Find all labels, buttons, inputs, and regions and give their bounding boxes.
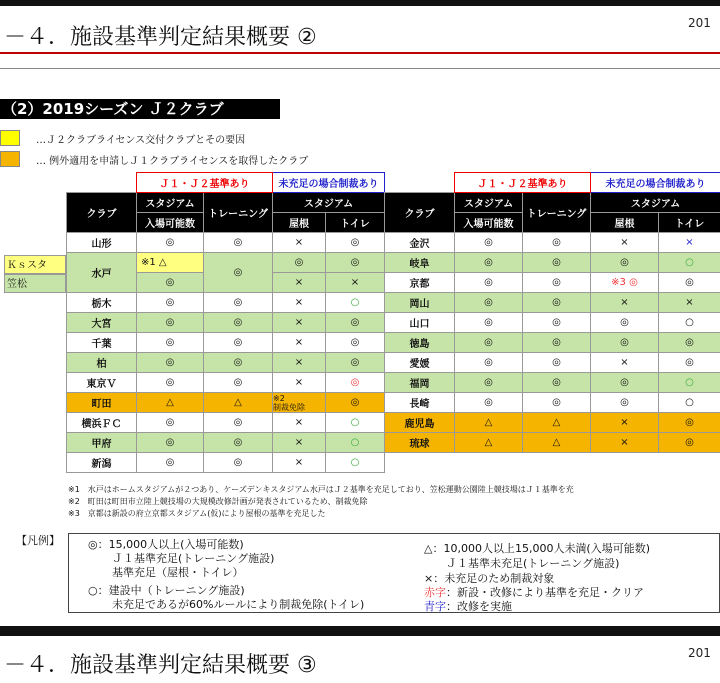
cell-roof: ×	[273, 313, 326, 333]
cell-roof: ×	[273, 353, 326, 373]
cell-training: △	[523, 433, 591, 453]
club-name: 金沢	[385, 233, 455, 253]
cell-toilet: ◎	[659, 273, 720, 293]
club-name: 水戸	[67, 253, 137, 293]
cell-toilet: ◎	[326, 393, 385, 413]
legend-r4-text: ：新設・改修により基準を充足・クリア	[446, 586, 644, 599]
cell-roof: ◎	[591, 253, 659, 273]
table-row	[67, 393, 385, 413]
table-row	[67, 353, 385, 373]
club-name: 鹿児島	[385, 413, 455, 433]
legend-l3: 基準充足（屋根・トイレ）	[112, 566, 244, 579]
cell-toilet: ○	[326, 433, 385, 453]
cell-roof: ×	[273, 453, 326, 473]
cell-roof: ×	[591, 413, 659, 433]
cell-training: ◎	[523, 233, 591, 253]
header-roof: 屋根	[273, 213, 326, 233]
club-name: 栃木	[67, 293, 137, 313]
cell-capacity: ◎	[137, 453, 204, 473]
cell-training: ◎	[523, 393, 591, 413]
club-name: 岡山	[385, 293, 455, 313]
table-row	[385, 293, 720, 313]
top-bar	[0, 0, 720, 6]
cell-capacity: ◎	[455, 373, 523, 393]
legend-r5-text: ：改修を実施	[446, 600, 512, 613]
cell-roof: ◎	[273, 253, 326, 273]
cell-training: ◎	[523, 253, 591, 273]
table-row	[67, 313, 385, 333]
cell-training: ◎	[204, 413, 273, 433]
cell-toilet: ◎	[659, 353, 720, 373]
club-name: 甲府	[67, 433, 137, 453]
cell-roof: ×	[273, 413, 326, 433]
cell-toilet: ×	[659, 293, 720, 313]
cell-roof: ◎	[591, 393, 659, 413]
table-row	[67, 333, 385, 353]
table-row	[67, 413, 385, 433]
page-title: －４．施設基準判定結果概要 ②	[4, 25, 317, 50]
header-stadium-2: スタジアム	[273, 193, 385, 213]
header-sanction: 未充足の場合制裁あり	[591, 173, 720, 193]
cell-capacity: ◎	[137, 313, 204, 333]
cell-roof: ×	[591, 353, 659, 373]
header-j1j2: Ｊ１・Ｊ２基準あり	[455, 173, 591, 193]
cell-capacity: ◎	[137, 373, 204, 393]
cell-roof: ×	[273, 293, 326, 313]
table-row	[385, 333, 720, 353]
cell-training: ◎	[204, 333, 273, 353]
table-row	[67, 253, 385, 273]
club-name: 大宮	[67, 313, 137, 333]
legend-orange-swatch	[0, 151, 20, 167]
cell-toilet: ◎	[659, 333, 720, 353]
footnote-1: ※1 水戸はホームスタジアムが２つあり、ケーズデンキスタジアム水戸はＪ２基準を充足しており、笠松運動公園陸上競技場はＪ１基準を充	[68, 485, 574, 494]
cell-toilet: ○	[659, 253, 720, 273]
legend-orange-text: … 例外適用を申請しＪ１クラブライセンスを取得したクラブ	[36, 156, 309, 167]
header-toilet: トイレ	[659, 213, 720, 233]
club-name: 東京Ｖ	[67, 373, 137, 393]
cell-training: ◎	[204, 313, 273, 333]
header-club: クラブ	[67, 193, 137, 233]
club-name: 柏	[67, 353, 137, 373]
cell-roof: ×	[591, 293, 659, 313]
cell-training: ◎	[204, 293, 273, 313]
cell-training: ◎	[204, 433, 273, 453]
cell-toilet: ○	[326, 453, 385, 473]
cell-toilet: ◎	[326, 373, 385, 393]
year-label: 201	[688, 16, 711, 30]
cell-capacity: ◎	[137, 433, 204, 453]
club-name: 山形	[67, 233, 137, 253]
header-stadium-2: スタジアム	[591, 193, 720, 213]
cell-capacity: ◎	[137, 233, 204, 253]
cell-capacity: ◎	[137, 293, 204, 313]
club-name: 琉球	[385, 433, 455, 453]
right-club-table	[384, 172, 720, 453]
cell-capacity: ◎	[455, 333, 523, 353]
header-capacity: 入場可能数	[137, 213, 204, 233]
table-row	[67, 233, 385, 253]
cell-roof: ◎	[591, 373, 659, 393]
cell-capacity: ◎	[137, 273, 204, 293]
table-row	[385, 433, 720, 453]
cell-capacity: ◎	[137, 353, 204, 373]
table-row	[385, 253, 720, 273]
cell-capacity: ※1 △	[137, 253, 204, 273]
club-name: 横浜ＦＣ	[67, 413, 137, 433]
table-row	[385, 273, 720, 293]
header-training: トレーニング	[523, 193, 591, 233]
cell-roof: ×	[273, 333, 326, 353]
table-row	[385, 393, 720, 413]
cell-roof: ◎	[591, 313, 659, 333]
club-name: 山口	[385, 313, 455, 333]
side-label-ks: Ｋｓスタ	[4, 255, 66, 274]
cell-capacity: △	[455, 413, 523, 433]
next-page-title: －４．施設基準判定結果概要 ③	[4, 653, 317, 678]
legend-r4-red: 赤字	[424, 586, 446, 599]
cell-roof: ※3 ◎	[591, 273, 659, 293]
header-capacity: 入場可能数	[455, 213, 523, 233]
club-name: 福岡	[385, 373, 455, 393]
next-year-label: 201	[688, 646, 711, 660]
cell-roof: ×	[273, 373, 326, 393]
club-name: 長崎	[385, 393, 455, 413]
header-club: クラブ	[385, 193, 455, 233]
cell-training: △	[523, 413, 591, 433]
cell-roof: ※2 制裁免除	[273, 393, 326, 413]
cell-toilet: ×	[659, 233, 720, 253]
cell-capacity: △	[455, 433, 523, 453]
cell-toilet: ○	[326, 293, 385, 313]
cell-capacity: ◎	[455, 313, 523, 333]
section-title: （2）2019シーズン Ｊ２クラブ	[0, 99, 280, 119]
cell-toilet: ○	[659, 313, 720, 333]
cell-capacity: ◎	[137, 413, 204, 433]
cell-toilet: ◎	[659, 413, 720, 433]
cell-toilet: ○	[326, 413, 385, 433]
legend-l5: 未充足であるが60%ルールにより制裁免除(トイレ)	[112, 598, 365, 611]
club-name: 岐阜	[385, 253, 455, 273]
header-sanction: 未充足の場合制裁あり	[273, 173, 385, 193]
header-j1j2: Ｊ１・Ｊ２基準あり	[137, 173, 273, 193]
cell-capacity: △	[137, 393, 204, 413]
cell-roof: ×	[273, 433, 326, 453]
cell-training: ◎	[204, 233, 273, 253]
table-row	[67, 433, 385, 453]
cell-training: ◎	[523, 273, 591, 293]
cell-capacity: ◎	[455, 293, 523, 313]
cell-toilet: ○	[659, 373, 720, 393]
club-name: 京都	[385, 273, 455, 293]
table-row	[385, 233, 720, 253]
divider	[0, 68, 720, 69]
header-training: トレーニング	[204, 193, 273, 233]
legend-l1: ◎：15,000人以上(入場可能数)	[88, 538, 244, 551]
side-label-kasamatsu: 笠松	[4, 274, 66, 293]
table-row	[385, 353, 720, 373]
cell-training: ◎	[523, 333, 591, 353]
legend-r5-blue: 青字	[424, 600, 446, 613]
cell-roof: ◎	[591, 333, 659, 353]
legend-r5	[424, 598, 512, 614]
cell-capacity: ◎	[455, 273, 523, 293]
footnote-2: ※2 町田は町田市立陸上競技場の大規模改修計画が発表されているため、制裁免除	[68, 497, 368, 506]
cell-training: △	[204, 393, 273, 413]
header-roof: 屋根	[591, 213, 659, 233]
cell-toilet: ◎	[326, 353, 385, 373]
legend-yellow-text: …Ｊ２クラブライセンス交付クラブとその要因	[36, 135, 246, 146]
cell-capacity: ◎	[455, 233, 523, 253]
legend-l2: Ｊ１基準充足(トレーニング施設)	[112, 552, 275, 565]
cell-training: ◎	[523, 313, 591, 333]
header-stadium: スタジアム	[137, 193, 204, 213]
cell-capacity: ◎	[455, 253, 523, 273]
cell-capacity: ◎	[455, 393, 523, 413]
cell-toilet: ◎	[326, 333, 385, 353]
cell-roof: ×	[273, 273, 326, 293]
cell-toilet: ◎	[326, 313, 385, 333]
cell-toilet: ◎	[659, 433, 720, 453]
cell-toilet: ○	[659, 393, 720, 413]
cell-toilet: ◎	[326, 233, 385, 253]
legend-l4: ○：建設中（トレーニング施設)	[88, 584, 245, 597]
cell-training: ◎	[204, 373, 273, 393]
footnote-3: ※3 京都は新設の府立京都スタジアム(仮)により屋根の基準を充足した	[68, 509, 326, 518]
cell-capacity: ◎	[137, 333, 204, 353]
left-club-table	[66, 172, 385, 473]
legend-label: 【凡例】	[16, 534, 60, 547]
cell-roof: ×	[273, 233, 326, 253]
cell-training: ◎	[204, 353, 273, 373]
cell-roof: ×	[591, 433, 659, 453]
cell-training: ◎	[523, 293, 591, 313]
table-row	[385, 373, 720, 393]
cell-roof: ×	[591, 233, 659, 253]
legend-yellow-swatch	[0, 130, 20, 146]
legend-r3: ×：未充足のため制裁対象	[424, 572, 555, 585]
club-name: 千葉	[67, 333, 137, 353]
table-row	[67, 373, 385, 393]
legend-r1: △：10,000人以上15,000人未満(入場可能数)	[424, 542, 651, 555]
legend-r2: Ｊ１基準未充足(トレーニング施設)	[446, 557, 620, 570]
cell-training: ◎	[523, 353, 591, 373]
bottom-bar	[0, 626, 720, 636]
club-name: 愛媛	[385, 353, 455, 373]
club-name: 新潟	[67, 453, 137, 473]
title-underline	[0, 52, 720, 54]
cell-training: ◎	[204, 253, 273, 293]
table-row	[385, 313, 720, 333]
club-name: 町田	[67, 393, 137, 413]
cell-training: ◎	[523, 373, 591, 393]
header-stadium: スタジアム	[455, 193, 523, 213]
table-row	[67, 293, 385, 313]
club-name: 徳島	[385, 333, 455, 353]
header-toilet: トイレ	[326, 213, 385, 233]
cell-capacity: ◎	[455, 353, 523, 373]
table-row	[385, 413, 720, 433]
table-row	[67, 453, 385, 473]
cell-toilet: ×	[326, 273, 385, 293]
cell-training: ◎	[204, 453, 273, 473]
cell-toilet: ◎	[326, 253, 385, 273]
